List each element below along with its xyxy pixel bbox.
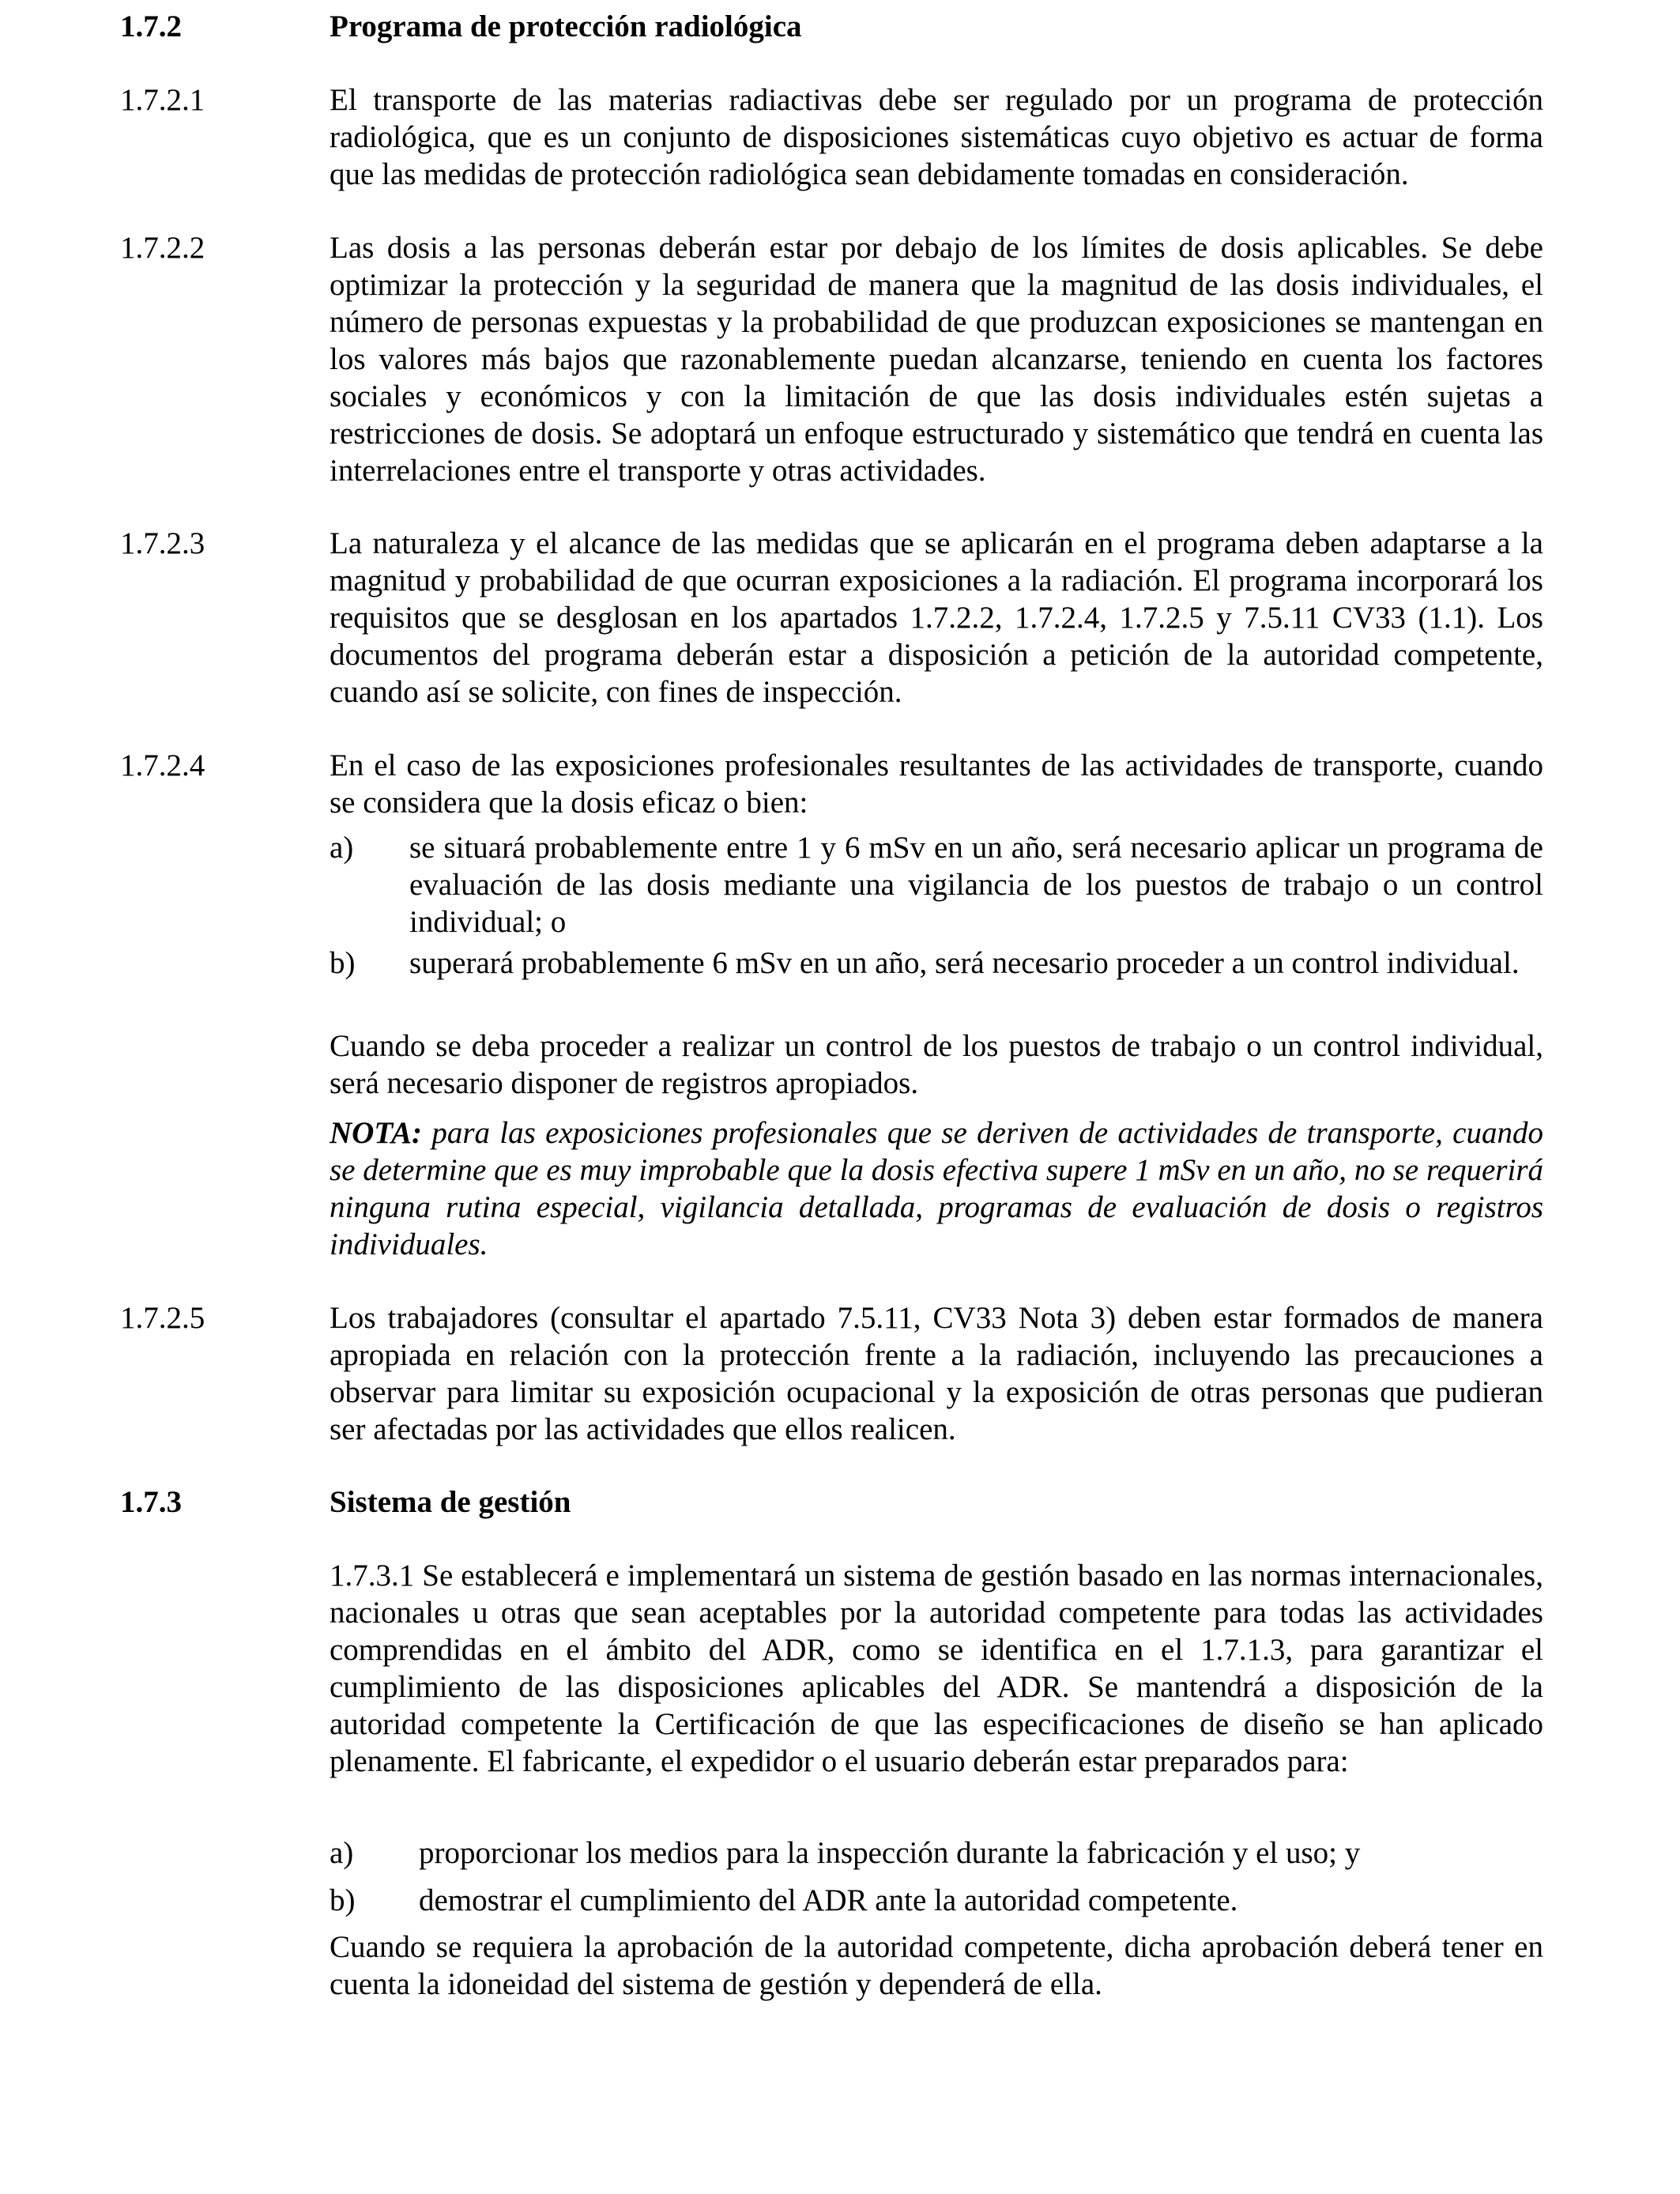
section-title-1-7-3: Sistema de gestión: [330, 1485, 571, 1519]
paragraph-1-7-2-2: Las dosis a las personas deberán estar por debajo de los límites de dosis aplicables. Se debe optimizar la protección y la seguridad de manera que la magnitud de las dosis individuales, el número de personas expuestas y la probabilidad de que produzcan exposiciones se mantengan en los valores más bajos que razonablemente puedan alcanzarse, teniendo en cuenta los factores sociales y económicos y con la limitación de que las dosis individuales estén sujetas a restricciones de dosis. Se adoptará un enfoque estructurado y sistemático que tendrá en cuenta las interrelaciones entre el transporte y otras actividades.: [330, 231, 1543, 488]
paragraph-1-7-2-3: La naturaleza y el alcance de las medidas que se aplicarán en el programa deben adaptarse a la magnitud y probabilidad de que ocurran exposiciones a la radiación. El programa incorporará los requisitos que se desglosan en los apartados 1.7.2.2, 1.7.2.4, 1.7.2.5 y 7.5.11 CV33 (1.1). Los documentos del programa deberán estar a disposición a petición de la autoridad competente, cuando así se solicite, con fines de inspección.: [330, 526, 1543, 709]
paragraph-1-7-2-1: El transporte de las materias radiactivas debe ser regulado por un programa de protección radiológica, que es un conjunto de disposiciones sistemáticas cuyo objetivo es actuar de forma que las medidas de protección radiológica sean debidamente tomadas en consideración.: [330, 83, 1543, 191]
paragraph-number-1-7-2-2: 1.7.2.2: [120, 231, 205, 265]
paragraph-1-7-3-1-after: Cuando se requiera la aprobación de la autoridad competente, dicha aprobación deberá tener en cuenta la idoneidad del sistema de gestión y dependerá de ella.: [330, 1930, 1543, 2001]
list-item-label: a): [330, 831, 354, 865]
list-item-text: se situará probablemente entre 1 y 6 mSv en un año, será necesario aplicar un programa de evaluación de las dosis mediante una vigilancia de los puestos de trabajo o un control individual; o: [409, 831, 1543, 939]
list-item-label: b): [330, 946, 356, 980]
paragraph-1-7-2-4-after: Cuando se deba proceder a realizar un control de los puestos de trabajo o un control individual, será necesario disponer de registros apropiados.: [330, 1029, 1543, 1100]
note-text: para las exposiciones profesionales que se deriven de actividades de transporte, cuando se determine que es muy improbable que la dosis efectiva supere 1 mSv en un año, no se requerirá ninguna rutina especial, vigilancia detallada, programas de evaluación de dosis o registros individuales.: [330, 1116, 1543, 1261]
section-number-1-7-3: 1.7.3: [120, 1485, 182, 1519]
section-title-1-7-2: Programa de protección radiológica: [330, 9, 802, 43]
paragraph-number-1-7-2-5: 1.7.2.5: [120, 1301, 205, 1335]
paragraph-1-7-3-1: 1.7.3.1 Se establecerá e implementará un sistema de gestión basado en las normas internacionales, nacionales u otras que sean aceptables por la autoridad competente para todas las actividades comprendidas en el ámbito del ADR, como se identifica en el 1.7.1.3, para garantizar el cumplimiento de las disposiciones aplicables del ADR. Se mantendrá a disposición de la autoridad competente la Certificación de que las especificaciones de diseño se han aplicado plenamente. El fabricante, el expedidor o el usuario deberán estar preparados para:: [330, 1559, 1543, 1778]
paragraph-number-1-7-2-1: 1.7.2.1: [120, 83, 205, 117]
note-label: NOTA:: [330, 1116, 422, 1150]
paragraph-number-1-7-2-4: 1.7.2.4: [120, 748, 205, 782]
paragraph-1-7-2-4-intro: En el caso de las exposiciones profesionales resultantes de las actividades de transporte, cuando se considera que la dosis eficaz o bien:: [330, 748, 1543, 820]
paragraph-1-7-2-5: Los trabajadores (consultar el apartado 7.5.11, CV33 Nota 3) deben estar formados de manera apropiada en relación con la protección frente a la radiación, incluyendo las precauciones a observar para limitar su exposición ocupacional y la exposición de otras personas que pudieran ser afectadas por las actividades que ellos realicen.: [330, 1301, 1543, 1446]
list-item-label: b): [330, 1883, 356, 1917]
list-item-label: a): [330, 1836, 354, 1870]
list-item-text: proporcionar los medios para la inspección durante la fabricación y el uso; y: [419, 1836, 1361, 1870]
list-item-text: superará probablemente 6 mSv en un año, será necesario proceder a un control individual.: [409, 946, 1520, 980]
note-paragraph: [330, 1114, 1543, 1263]
paragraph-number-1-7-2-3: 1.7.2.3: [120, 526, 205, 560]
section-number-1-7-2: 1.7.2: [120, 9, 182, 43]
list-item-text: demostrar el cumplimiento del ADR ante la autoridad competente.: [419, 1883, 1238, 1917]
